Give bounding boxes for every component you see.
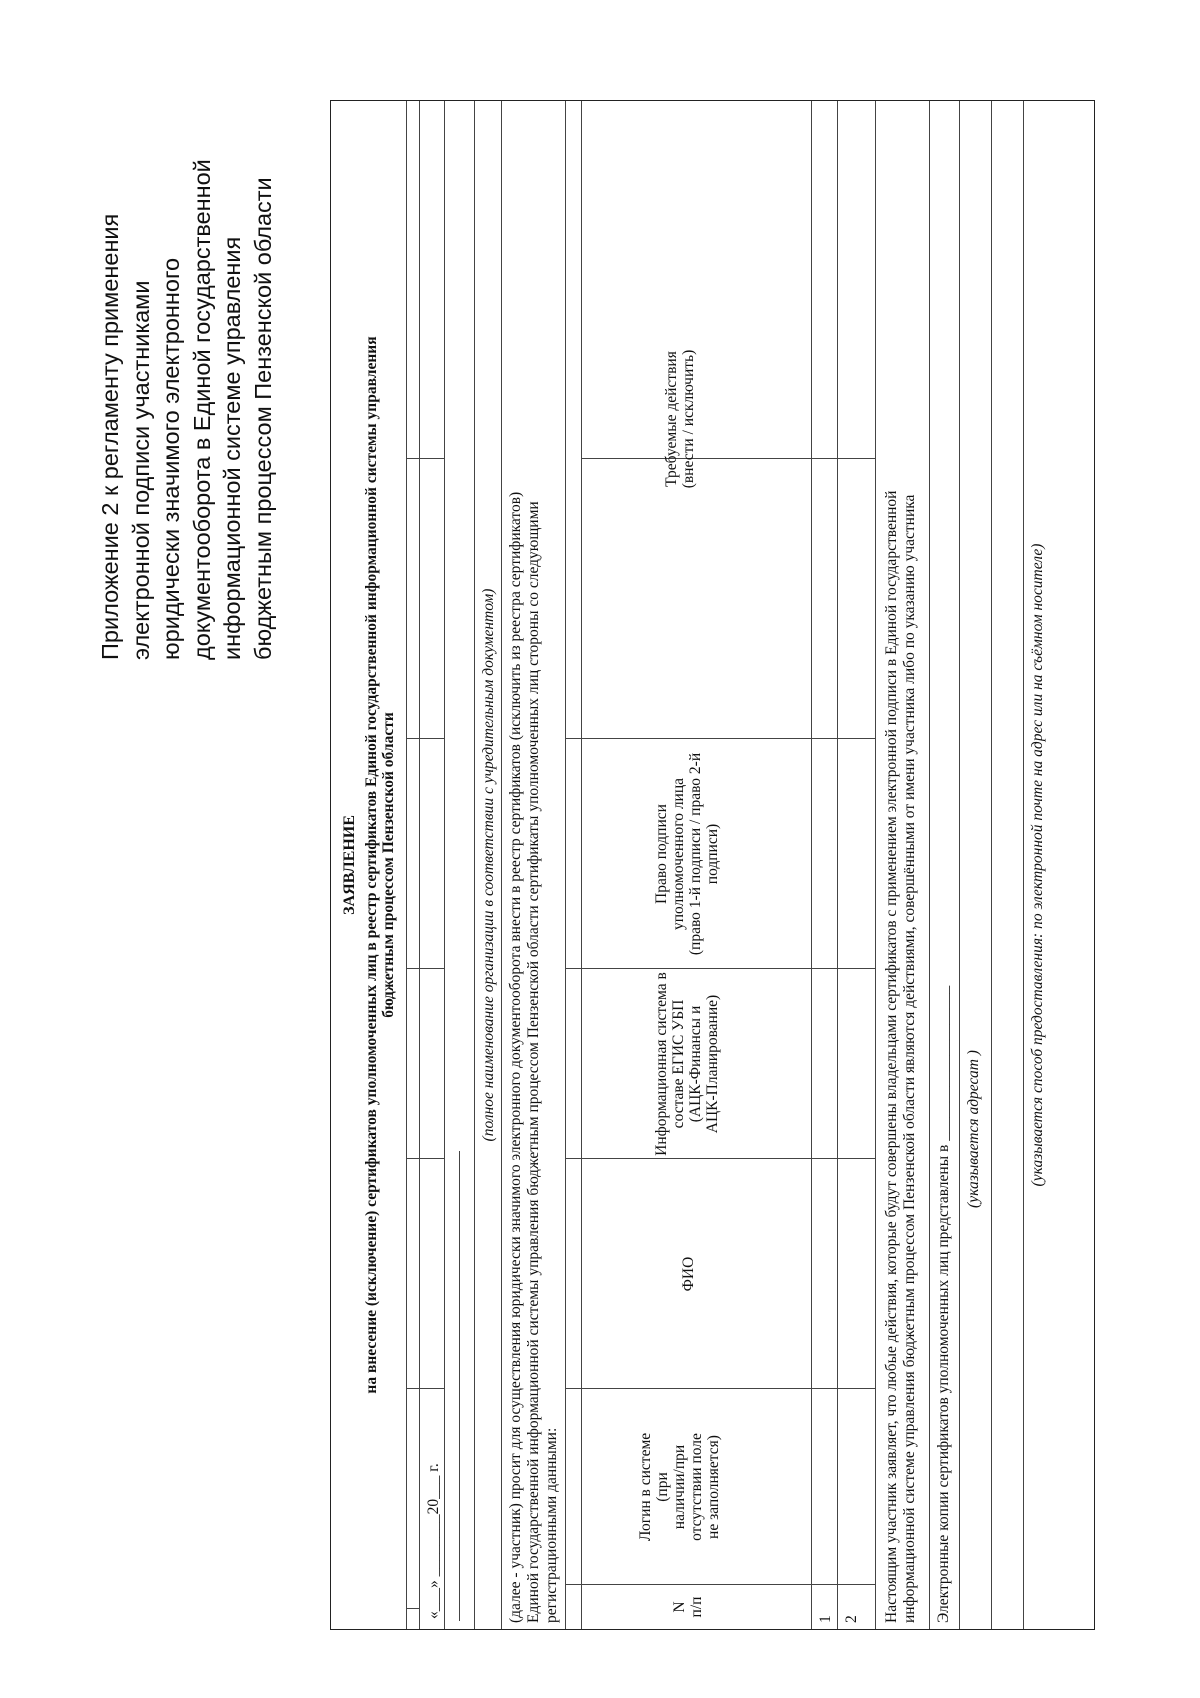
header-infosys <box>653 969 721 1159</box>
cell-divider <box>406 458 444 459</box>
header-num <box>671 1585 705 1629</box>
header-fio: ФИО <box>680 1256 697 1292</box>
row-divider <box>811 101 812 1629</box>
appendix-text <box>95 60 278 660</box>
header-right-line: подписи) <box>704 823 721 885</box>
row-divider <box>991 101 992 1629</box>
appendix-line: бюджетным процессом Пензенской области <box>249 177 276 660</box>
request-text-line: регистрационными данными: <box>543 1427 560 1623</box>
header-right-line: уполномоченного лица <box>670 777 687 931</box>
row-number: 1 <box>817 1615 834 1623</box>
row-divider <box>444 101 445 1629</box>
header-num-line: N <box>671 1601 688 1613</box>
cell-divider <box>406 1608 419 1609</box>
header-right-line: Право подписи <box>653 804 670 904</box>
header-login-line: наличии/при <box>671 1444 688 1530</box>
header-login-line: (при <box>654 1472 671 1502</box>
header-infosys-line: АЦК-Планирование) <box>704 994 721 1134</box>
table-col-divider <box>581 458 875 459</box>
form-title: ЗАЯВЛЕНИЕ <box>341 815 358 915</box>
header-num-line: п/п <box>688 1596 705 1618</box>
row-divider <box>419 101 420 1629</box>
row-number: 2 <box>843 1615 860 1623</box>
request-text-line: Единой государственной информационной системы управления бюджетным процессом Пензенской области сертификаты уполномоченных лиц стороны со следующими <box>525 501 542 1623</box>
row-divider <box>837 101 838 1629</box>
cell-divider <box>406 1388 444 1389</box>
org-name-line[interactable] <box>459 1151 460 1621</box>
date-field[interactable]: «___» ________20___ г. <box>425 1463 442 1619</box>
row-divider <box>875 101 876 1629</box>
form-subtitle-2: бюджетным процессом Пензенской области <box>380 712 397 1018</box>
appendix-line: Приложение 2 к регламенту применения <box>97 213 123 660</box>
appendix-line: электронной подписи участниками <box>127 280 154 660</box>
appendix-line: документооборота в Единой государственной <box>188 159 215 660</box>
addressee-caption: (указывается адресат ) <box>965 1050 982 1208</box>
application-form <box>330 100 1095 1630</box>
cell-divider <box>406 738 444 739</box>
form-subtitle: на внесение (исключение) сертификатов уполномоченных лиц в реестр сертификатов Единой государственной информационной системы управления <box>363 336 380 1394</box>
declaration-line: информационной системе управления бюджетным процессом Пензенской области являются действиями, совершёнными от имени участника либо по указанию участника <box>901 494 918 1623</box>
request-text-line: (далее - участник) просит для осуществления юридически значимого электронного документооборота внести в реестр сертификатов (исключить из реестра сертификатов) <box>507 491 524 1623</box>
header-action-line: Требуемые действия <box>663 351 680 487</box>
row-divider <box>474 101 475 1629</box>
header-login <box>637 1389 722 1585</box>
header-action <box>663 99 697 739</box>
appendix-line: юридически значимого электронного <box>158 257 184 660</box>
header-infosys-line: составе ЕГИС УБП <box>670 999 687 1129</box>
row-divider <box>929 101 930 1629</box>
row-divider <box>406 101 407 1629</box>
row-divider <box>1023 101 1024 1629</box>
cell-divider <box>406 1158 444 1159</box>
header-infosys-line: (АЦК-Финансы и <box>687 1005 704 1123</box>
header-sign-right <box>653 739 721 969</box>
application-form-page <box>330 100 1095 1630</box>
header-infosys-line: Информационная система в <box>653 972 670 1156</box>
row-divider <box>581 101 582 1629</box>
header-action-line: (внести / исключить) <box>680 349 697 489</box>
row-divider <box>501 101 502 1629</box>
header-login-line: отсутствии поле <box>688 1433 705 1541</box>
method-caption: (указывается способ предоставления: по электронной почте на адрес или на съёмном носителе) <box>1029 543 1046 1187</box>
org-caption: (полное наименование организации в соответствии с учредительным документом) <box>480 588 497 1142</box>
row-divider <box>959 101 960 1629</box>
appendix-line: информационной системе управления <box>219 236 245 660</box>
copies-line: Электронные копии сертификатов уполномоченных лиц представлены в ____________________ <box>935 985 952 1623</box>
row-divider <box>565 101 566 1629</box>
header-right-line: (право 1-й подписи / право 2-й <box>687 752 704 956</box>
header-login-line: Логин в системе <box>637 1432 654 1542</box>
cell-divider <box>406 968 444 969</box>
header-login-line: не заполняется) <box>705 1435 722 1539</box>
declaration-line: Настоящим участник заявляет, что любые действия, которые будут совершены владельцами сертификатов с применением электронной подписи в Единой государственной <box>883 490 900 1623</box>
